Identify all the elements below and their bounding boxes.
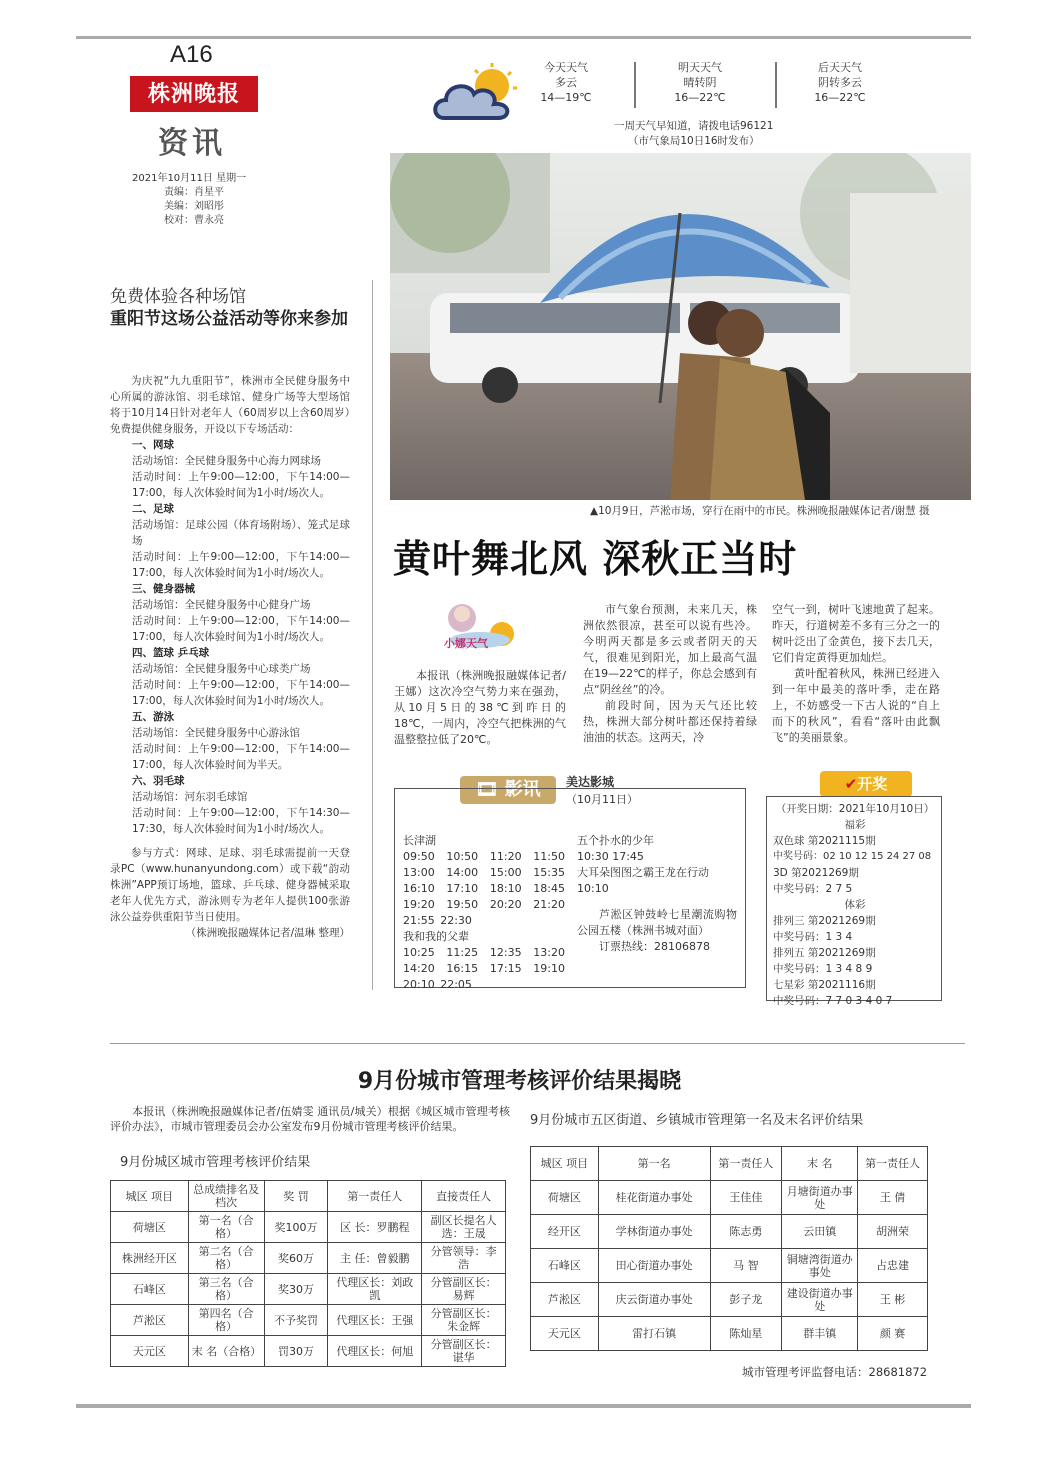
movie-times: 10:25 11:25 12:35 13:20 14:20 16:15 17:15 19:10 20:10 22:05 [403,946,565,991]
edition-meta [132,172,246,228]
table-cell: 王 彬 [858,1283,928,1317]
table-cell: 芦淞区 [111,1305,189,1336]
table-cell: 第二名（合格） [188,1243,264,1274]
left-item-time: 活动时间：上午9:00—12:00，下午14:30—17:30，每人次体验时间为1小时/场次人。 [132,807,350,835]
left-item-venue: 活动场馆：全民健身服务中心海力网球场 [132,455,321,467]
lottery-p5: 排列五 第2021269期 [773,947,876,959]
table-cell: 群丰镇 [782,1317,858,1351]
table-row [531,1283,928,1317]
table-cell: 代理区长：刘政凯 [328,1274,422,1305]
movie-times: 10:10 [577,882,609,895]
section-title: 资讯 [158,126,226,161]
article-col-1: 本报讯（株洲晚报融媒体记者/王娜）这次冷空气势力来在强劲，从10月5日的38℃到昨日的18℃，一周内，冷空气把株洲的气温整整拉低了20℃。 [394,669,566,746]
left-item-head: 六、羽毛球 [132,775,185,787]
movie-title: 五个扑水的少年 [577,834,654,847]
lottery-list [773,801,937,1009]
left-item [110,645,350,709]
table-header-cell: 第一责任人 [710,1147,782,1181]
left-item-venue: 活动场馆：全民健身服务中心球类广场 [132,663,311,675]
weather-note [614,119,773,149]
weather-tomorrow-cond: 晴转阴 [683,76,717,89]
main-headline: 黄叶舞北风 深秋正当时 [393,537,798,581]
table-header-cell: 末 名 [782,1147,858,1181]
cinema-address: 芦淞区钟鼓岭七星潮流购物公园五楼（株洲书城对面） [577,908,737,937]
table-cell: 第三名（合格） [188,1274,264,1305]
table-header-cell: 奖 罚 [264,1181,328,1212]
cinema-hotline: 订票热线：28106878 [599,940,710,953]
lottery-p3: 排列三 第2021269期 [773,915,876,927]
left-item-time: 活动时间：上午9:00—12:00，下午14:00—17:00，每人次体验时间为1小时/场次人。 [132,551,350,579]
left-item-time: 活动时间：上午9:00—12:00，下午14:00—17:00，每人次体验时间为1小时/场次人。 [132,471,350,499]
left-items [110,437,350,837]
movie-times: 09:50 10:50 11:20 11:50 13:00 14:00 15:00 15:35 16:10 17:10 18:10 18:45 19:20 19:50 20:20 21:20 21:55 22:30 [403,850,565,927]
weather-hotline: 一周天气早知道，请拨电话96121 [614,120,774,132]
article-col-2b: 前段时间，因为天气还比较热，株洲大部分树叶都还保持着绿油油的状态。这两天，冷 [583,699,757,744]
table-cell: 副区长提名人选：王晟 [422,1212,506,1243]
cinema-date: （10月11日） [566,793,638,806]
left-item-time: 活动时间：上午9:00—12:00，下午14:00—17:00，每人次体验时间为1小时/场次人。 [132,615,350,643]
table-cell: 罚30万 [264,1336,328,1367]
page-number: A16 [170,41,213,68]
city-headline: 9月份城市管理考核评价结果揭晓 [357,1069,682,1094]
table-header-cell: 第一责任人 [328,1181,422,1212]
table-cell: 第四名（合格） [188,1305,264,1336]
lottery-ssq-num: 中奖号码：02 10 12 15 24 27 08 [773,851,932,862]
table-cell: 田心街道办事处 [598,1249,710,1283]
table-cell: 建设街道办事处 [782,1283,858,1317]
left-item [110,437,350,501]
table-cell: 不予奖罚 [264,1305,328,1336]
movie-title: 大耳朵图图之霸王龙在行动 [577,866,709,879]
lottery-box [766,796,942,1007]
left-item [110,581,350,645]
weather-issued: （市气象局10日16时发布） [627,135,760,147]
left-item-venue: 活动场馆：全民健身服务中心游泳馆 [132,727,300,739]
cinema-col-2 [577,833,737,955]
table-row [111,1274,506,1305]
left-item-venue: 活动场馆：全民健身服务中心健身广场 [132,599,311,611]
table-cell: 分管副区长：朱金辉 [422,1305,506,1336]
left-item-head: 五、游泳 [132,711,174,723]
table-row [531,1181,928,1215]
table-cell: 代理区长：何旭 [328,1336,422,1367]
table-cell: 奖30万 [264,1274,328,1305]
table-cell: 桂花街道办事处 [598,1181,710,1215]
table-cell: 月塘街道办事处 [782,1181,858,1215]
table1-title: 9月份城区城市管理考核评价结果 [120,1155,311,1170]
table-cell: 王 倩 [858,1181,928,1215]
left-item-head: 四、篮球 乒乓球 [132,647,210,659]
edition-date: 2021年10月11日 星期一 [132,173,247,184]
city-table-2 [530,1146,928,1351]
table-cell: 末 名（合格） [188,1336,264,1367]
weather-tomorrow-label: 明天天气 [678,61,722,74]
table-row [531,1317,928,1351]
table-cell: 马 智 [710,1249,782,1283]
weather-today-label: 今天天气 [544,61,588,74]
table-cell: 奖60万 [264,1243,328,1274]
weather-divider [634,62,636,108]
table-cell: 芦淞区 [531,1283,599,1317]
weather-divider [775,62,777,108]
lottery-3d-num: 中奖号码：2 7 5 [773,883,853,895]
lottery-logo-text: 开奖 [857,775,888,793]
left-item-venue: 活动场馆：河东羽毛球馆 [132,791,248,803]
table-cell: 天元区 [111,1336,189,1367]
table-header [531,1147,928,1181]
proof-line: 校对：曹永亮 [164,215,224,226]
table-cell: 区 长：罗鹏程 [328,1212,422,1243]
table-cell: 荷塘区 [111,1212,189,1243]
article-col-3b: 黄叶配着秋风，株洲已经进入到一年中最美的落叶季，走在路上，不妨感受一下古人说的“自上而下的秋风”，看看“落叶由此飘飞”的美丽景象。 [772,667,940,744]
movie-title: 长津湖 [403,834,436,847]
table-cell: 铜塘湾街道办事处 [782,1249,858,1283]
rain-photo [390,153,971,500]
table-header-cell: 第一名 [598,1147,710,1181]
table-header-cell: 总成绩排名及档次 [188,1181,264,1212]
table-cell: 石峰区 [111,1274,189,1305]
left-article-body [110,373,350,941]
cinema-logo-text: 影讯 [504,779,541,800]
weather-today-cond: 多云 [555,76,577,89]
table-cell: 第一名（合格） [188,1212,264,1243]
lottery-sports: 体彩 [844,899,866,911]
editor-line: 责编：肖星平 [164,187,224,198]
cinema-col-1 [403,833,565,993]
table-cell: 占忠建 [858,1249,928,1283]
table-cell: 奖100万 [264,1212,328,1243]
table-row [111,1243,506,1274]
bottom-rule [76,1404,971,1408]
table-cell: 颜 赛 [858,1317,928,1351]
table-cell: 分管副区长：谌华 [422,1336,506,1367]
column-divider [372,280,373,990]
table-row [111,1212,506,1243]
article-col-2 [583,602,757,746]
left-item [110,501,350,581]
table-header-cell: 直接责任人 [422,1181,506,1212]
weather-after-temp: 16—22℃ [814,91,866,104]
left-lead: 为庆祝“九九重阳节”，株洲市全民健身服务中心所属的游泳馆、羽毛球馆、健身广场等大型场馆将于10月14日针对老年人（60周岁以上含60周岁）免费提供健身服务，开设以下专场活动： [110,375,350,435]
left-item-head: 一、网球 [132,439,174,451]
weather-after-cond: 阴转多云 [818,76,862,89]
cinema-name: 美达影城 [566,775,615,789]
cinema-box [394,788,746,991]
weather-today-temp: 14—19℃ [540,91,592,104]
table-cell: 代理区长：王强 [328,1305,422,1336]
table-cell: 陈志勇 [710,1215,782,1249]
section-rule [110,1043,965,1044]
left-item-venue: 活动场馆：足球公园（体育场附场）、笼式足球场 [132,519,350,547]
city-lead: 本报讯（株洲晚报融媒体记者/伍婧雯 通讯员/城关）根据《城区城市管理考核评价办法》，市城市管理委员会办公室发布9月份城市管理考核评价结果。 [110,1105,510,1133]
table-cell: 彭子龙 [710,1283,782,1317]
table-cell: 云田镇 [782,1215,858,1249]
movie-times: 10:30 17:45 [577,850,644,863]
table-header-cell: 城区 项目 [111,1181,189,1212]
article-col-3a: 空气一到，树叶飞速地黄了起来。昨天，行道树差不多有三分之一的树叶泛出了金黄色，接下去几天，它们肯定黄得更加灿烂。 [772,603,940,664]
table-cell: 分管副区长：易辉 [422,1274,506,1305]
photo-caption: ▲10月9日，芦淞市场，穿行在雨中的市民。株洲晚报融媒体记者/谢慧 摄 [590,505,930,517]
table-cell: 王佳佳 [710,1181,782,1215]
lottery-p5-num: 中奖号码：1 3 4 8 9 [773,963,873,975]
table-row [531,1249,928,1283]
left-item [110,709,350,773]
article-col-2a: 市气象台预测，未来几天，株洲依然很凉，甚至可以说有些冷。今明两天都是多云或者阴天的天气，很难见到阳光，加上最高气温在19—22℃的样子，你总会感到有点“阴丝丝”的冷。 [583,603,757,696]
lottery-logo [820,771,912,797]
check-icon: ✔ [844,775,858,793]
left-byline: （株洲晚报融媒体记者/温琳 整理） [185,927,350,939]
left-item-head: 三、健身器械 [132,583,195,595]
left-kicker: 免费体验各种场馆 [110,287,246,307]
table-header [111,1181,506,1212]
city-table-1 [110,1180,506,1367]
left-item [110,773,350,837]
left-note: 参与方式：网球、足球、羽毛球需提前一天登录PC（www.hunanyundong.com）或下载“韵动株洲”APP预订场地，篮球、乒乓球、健身器械采取老年人优先方式，游泳则专为老年人提供100张游泳公益券供重阳节当日使用。 [110,847,350,923]
left-item-time: 活动时间：上午9:00—12:00，下午14:00—17:00，每人次体验时间为1小时/场次人。 [132,679,350,707]
weather-after-label: 后天天气 [818,61,862,74]
table-cell: 主 任：曾毅鹏 [328,1243,422,1274]
table-cell: 庆云街道办事处 [598,1283,710,1317]
table-header-cell: 第一责任人 [858,1147,928,1181]
weather-today [506,60,626,105]
columnist-tag: 小娜天气 [444,637,488,650]
weather-after [780,60,900,105]
film-icon: 🎞 [475,779,499,800]
lottery-welfare: 福彩 [844,819,866,831]
table-header-cell: 城区 项目 [531,1147,599,1181]
article-col-3 [772,602,940,746]
movie-title: 我和我的父辈 [403,930,469,943]
left-title: 重阳节这场公益活动等你来参加 [110,309,348,329]
table-row [531,1215,928,1249]
table2-title: 9月份城市五区街道、乡镇城市管理第一名及末名评价结果 [530,1113,864,1128]
lottery-p3-num: 中奖号码：1 3 4 [773,931,853,943]
weather-tomorrow [640,60,760,105]
table-row [111,1305,506,1336]
table-cell: 天元区 [531,1317,599,1351]
lottery-3d: 3D 第2021269期 [773,867,859,879]
table-cell: 石峰区 [531,1249,599,1283]
table-cell: 荷塘区 [531,1181,599,1215]
table-cell: 雷打石镇 [598,1317,710,1351]
city-hotline: 城市管理考评监督电话：28681872 [742,1365,928,1379]
lottery-qxc-num: 中奖号码：7 7 0 3 4 0 7 [773,995,893,1007]
table-cell: 株洲经开区 [111,1243,189,1274]
weather-tomorrow-temp: 16—22℃ [674,91,726,104]
table-cell: 胡洲荣 [858,1215,928,1249]
left-item-head: 二、足球 [132,503,174,515]
table-cell: 经开区 [531,1215,599,1249]
table-cell: 学林街道办事处 [598,1215,710,1249]
lottery-date: （开奖日期：2021年10月10日） [775,803,935,815]
table-cell: 陈灿星 [710,1317,782,1351]
lottery-qxc: 七星彩 第2021116期 [773,979,876,991]
table-row [111,1336,506,1367]
masthead-logo: 株洲晚报 [130,76,258,112]
lottery-ssq: 双色球 第2021115期 [773,835,876,847]
table-cell: 分管领导：李浩 [422,1243,506,1274]
artist-line: 美编：刘昭彤 [164,201,224,212]
left-item-time: 活动时间：上午9:00—12:00，下午14:00—17:00，每人次体验时间为半天。 [132,743,350,771]
left-article-title [110,286,350,330]
